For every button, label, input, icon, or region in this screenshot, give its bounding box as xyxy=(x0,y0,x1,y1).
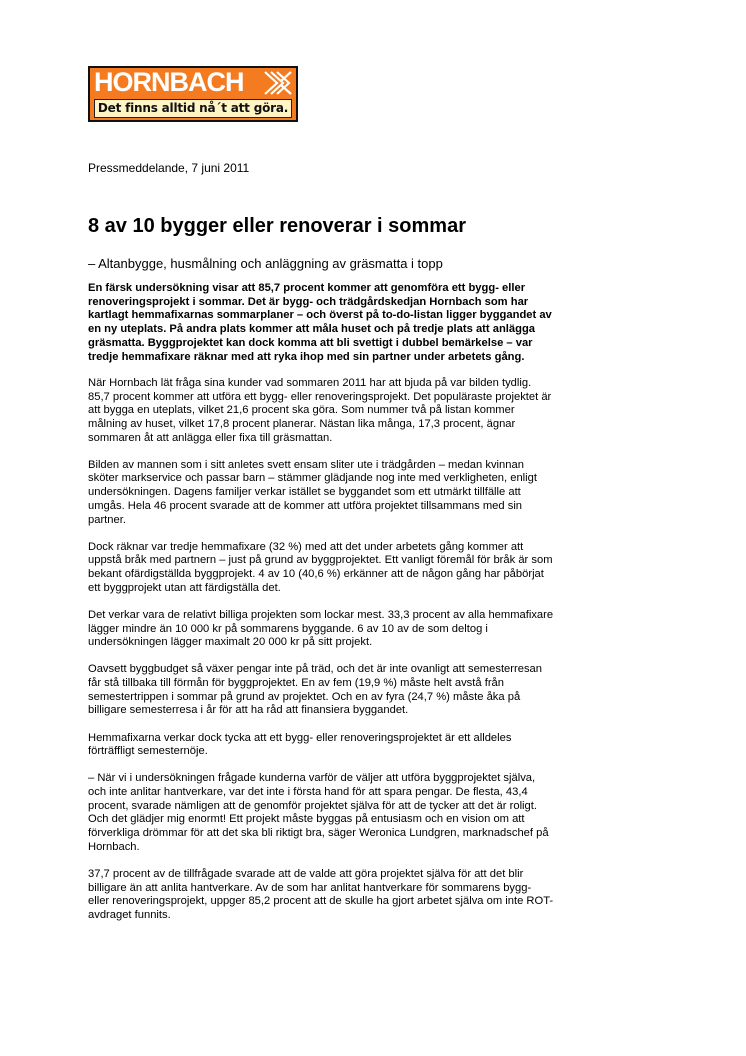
text-line: 85,7 procent kommer att utföra ett bygg- eller renoveringsprojekt. Det populäraste projektet är xyxy=(88,390,552,403)
text-line: förträffligt semesternöje. xyxy=(88,745,208,758)
text-line: När Hornbach lät fråga sina kunder vad sommaren 2011 har att bjuda på var bilden tydlig. xyxy=(88,376,532,389)
text-line: En färsk undersökning visar att 85,7 procent kommer att genomföra ett bygg- eller xyxy=(88,282,526,294)
text-line: tredje hemmafixare räknar med att ryka ihop med sin partner under arbetets gång. xyxy=(88,350,525,363)
body-paragraph xyxy=(88,609,648,650)
logo-brand-bar xyxy=(90,68,296,97)
text-line: lägger mindre än 10 000 kr på sommarens byggande. 6 av 10 av de som deltog i xyxy=(88,622,488,635)
hornbach-logo xyxy=(88,66,298,122)
text-line: undersökningen. Dagens familjer verkar istället se byggandet som ett utmärkt tillfälle att xyxy=(88,486,521,499)
text-line: partner. xyxy=(88,513,126,526)
logo-brand-name: HORNBACH xyxy=(94,67,244,97)
text-line: Och det glädjer mig enormt! Ett projekt måste byggas på entusiasm och en vision om att xyxy=(88,813,525,826)
text-line: billigare än att anlita hantverkare. Av de som har anlitat hantverkare för sommarens bygg- xyxy=(88,881,532,894)
text-line: umgås. Hela 46 procent svarade att de kommer att utföra projektet tillsammans med sin xyxy=(88,499,523,512)
page-subtitle: – Altanbygge, husmålning och anläggning av gräsmatta i topp xyxy=(88,256,443,271)
text-line: och inte anlitar hantverkare, var det inte i första hand för att spara pengar. De flesta, 43,4 xyxy=(88,786,528,799)
text-line: renoveringsprojekt i sommar. Det är bygg- och trädgårdskedjan Hornbach som har xyxy=(88,295,529,308)
lead-paragraph xyxy=(88,282,648,364)
body-paragraph xyxy=(88,541,648,596)
text-line: Hornbach. xyxy=(88,840,140,853)
text-line: bekant ofärdigställda byggprojekt. 4 av 10 (40,6 %) erkänner att de någon gång har påbörjat xyxy=(88,568,544,581)
text-line: sommaren åt att anlägga eller fixa till gräsmattan. xyxy=(88,431,333,444)
text-line: – När vi i undersökningen frågade kunderna varför de väljer att utföra byggprojektet själva, xyxy=(88,772,536,785)
logo-slogan: Det finns alltid nå´t att göra. xyxy=(97,101,289,115)
page-title: 8 av 10 bygger eller renoverar i sommar xyxy=(88,215,466,237)
text-line: målning av huset, vilket 17,8 procent planerar. Nästan lika många, 17,3 procent, ägnar xyxy=(88,417,516,430)
text-line: kartlagt hemmafixarnas sommarplaner – och överst på to-do-listan ligger byggandet av xyxy=(88,309,552,322)
article-body xyxy=(88,282,648,936)
body-paragraph xyxy=(88,868,648,923)
body-paragraph xyxy=(88,377,648,446)
text-line: Det verkar vara de relativt billiga projekten som lockar mest. 33,3 procent av alla hemmafixare xyxy=(88,608,554,621)
quote-paragraph xyxy=(88,772,648,854)
press-release-date: Pressmeddelande, 7 juni 2011 xyxy=(88,161,250,175)
text-line: förverkliga drömmar för att det ska bli riktigt bra, säger Weronica Lundgren, marknadschef på xyxy=(88,827,549,840)
text-line: Bilden av mannen som i sitt anletes svett ensam sliter ute i trädgården – medan kvinnan xyxy=(88,458,524,471)
text-line: Oavsett byggbudget så växer pengar inte på träd, och det är inte ovanligt att semesterresan xyxy=(88,663,542,676)
text-line: billigare semesterresa i år för att ha råd att finansiera byggandet. xyxy=(88,704,409,717)
text-line: procent, svarade nämligen att de genomför projektet själva för att de tycker att det är roligt. xyxy=(88,799,537,812)
text-line: avdraget funnits. xyxy=(88,909,171,922)
text-line: semestertrippen i sommar på grund av projektet. Och en av fyra (24,7 %) måste åka på xyxy=(88,690,521,703)
text-line: uppstå bråk med partnern – just på grund av byggprojektet. Ett vanligt föremål för bråk är som xyxy=(88,554,553,567)
body-paragraph xyxy=(88,663,648,718)
text-line: Dock räknar var tredje hemmafixare (32 %) med att det under arbetets gång kommer att xyxy=(88,540,524,553)
text-line: eller renoveringsprojekt, uppger 85,2 procent att de skulle ha gjort arbetet själva om inte ROT- xyxy=(88,895,554,908)
text-line: Hemmafixarna verkar dock tycka att ett bygg- eller renoveringsprojektet är ett alldeles xyxy=(88,731,512,744)
text-line: får stå tillbaka till förmån för byggprojektet. En av fem (19,9 %) måste helt avstå från xyxy=(88,677,504,690)
text-line: ett byggprojekt utan att färdigställa det. xyxy=(88,581,281,594)
text-line: sköter markservice och passar barn – stämmer glädjande nog inte med verkligheten, enligt xyxy=(88,472,537,485)
hornbach-x-mark-icon xyxy=(263,70,293,95)
text-line: gräsmatta. Byggprojektet kan dock komma att bli svettigt i dubbel bemärkelse – var xyxy=(88,336,533,349)
text-line: 37,7 procent av de tillfrågade svarade att de valde att göra projektet själva för att det blir xyxy=(88,867,524,880)
text-line: en ny uteplats. På andra plats kommer att måla huset och på tredje plats att anlägga xyxy=(88,323,536,336)
text-line: att bygga en uteplats, vilket 21,6 procent ska göra. Som nummer två på listan kommer xyxy=(88,404,515,417)
body-paragraph xyxy=(88,459,648,528)
text-line: undersökningen lägger maximalt 20 000 kr på sitt projekt. xyxy=(88,636,373,649)
logo-slogan-box xyxy=(94,99,292,118)
body-paragraph xyxy=(88,732,648,759)
